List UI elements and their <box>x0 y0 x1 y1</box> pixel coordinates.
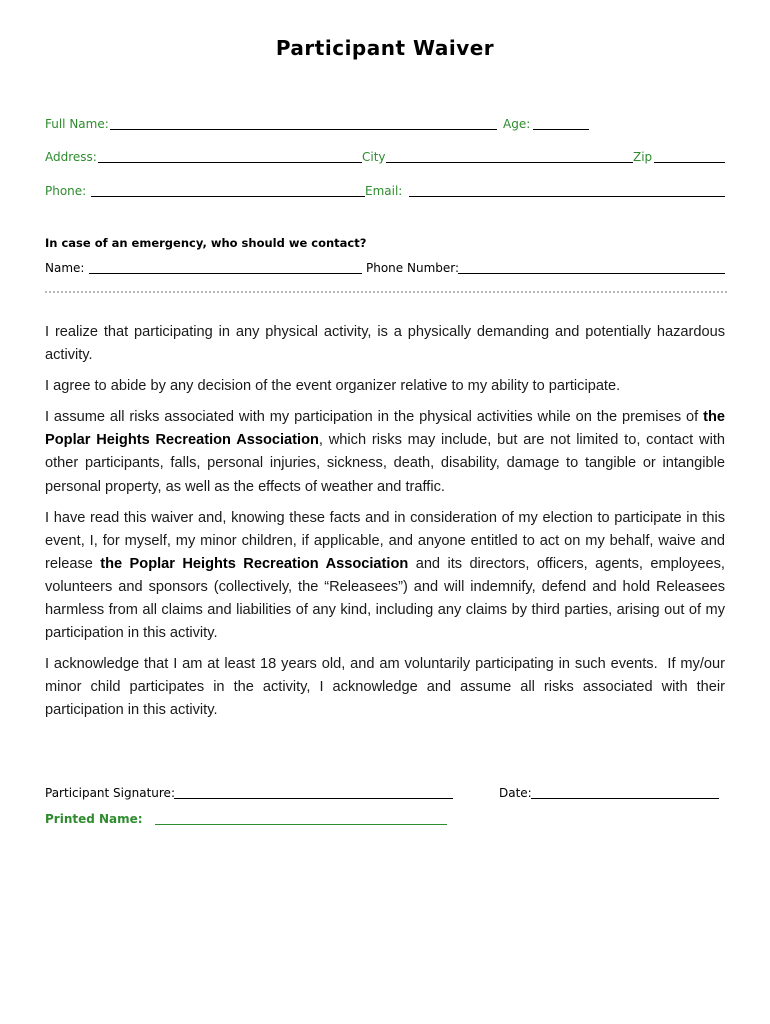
paragraph-text: and its directors, officers, agents, employees, volunteers and sponsors (collectively, the “Releasees”) and will indemnify, defend and hold Releasees harmless from all claims and liabilities of any kind, including any claims by third parties, arising out of my participation in this activity. <box>45 555 725 642</box>
section-divider <box>45 291 727 293</box>
page-title: Participant Waiver <box>275 36 495 60</box>
participant-signature-label: Participant Signature: <box>45 786 175 800</box>
waiver-paragraph <box>45 507 725 646</box>
waiver-paragraph: I agree to abide by any decision of the event organizer relative to my ability to participate. <box>45 378 621 395</box>
city-field[interactable] <box>386 162 633 163</box>
zip-field[interactable] <box>654 162 725 163</box>
address-label: Address: <box>45 150 97 164</box>
date-field[interactable] <box>531 798 719 799</box>
date-label: Date: <box>499 786 532 800</box>
emergency-phone-field[interactable] <box>458 273 725 274</box>
city-label: City <box>362 150 386 164</box>
full-name-label: Full Name: <box>45 117 109 131</box>
zip-label: Zip <box>633 150 653 164</box>
age-label: Age: <box>503 117 531 131</box>
emergency-phone-label: Phone Number: <box>366 261 460 275</box>
paragraph-text: I assume all risks associated with my participation in the physical activities while on the premises of <box>45 409 704 426</box>
phone-label: Phone: <box>45 184 87 198</box>
phone-field[interactable] <box>91 196 365 197</box>
emergency-name-label: Name: <box>45 261 85 275</box>
paragraph-text: I have read this waiver and, knowing these facts and in consideration of my election to participate in this event, I, for myself, my minor children, if applicable, and anyone entitled to act on my behalf, waive and release <box>45 509 725 572</box>
waiver-paragraph: I realize that participating in any physical activity, is a physically demanding and potentially hazardous activity. <box>45 324 725 364</box>
printed-name-label: Printed Name: <box>45 812 143 826</box>
email-field[interactable] <box>409 196 725 197</box>
paragraph-text: , which risks may include, but are not limited to, contact with other participants, falls, personal injuries, sickness, death, disability, damage to tangible or intangible personal property, as well as the effects of weather and traffic. <box>45 432 725 495</box>
participant-signature-field[interactable] <box>174 798 453 799</box>
email-label: Email: <box>365 184 403 198</box>
waiver-paragraph: I acknowledge that I am at least 18 years old, and am voluntarily participating in such events. If my/our minor child participates in the activity, I acknowledge and assume all risks associated with their participation in this activity. <box>45 656 730 719</box>
waiver-paragraph <box>45 406 725 498</box>
organization-name: the Poplar Heights Recreation Association <box>100 555 409 572</box>
address-field[interactable] <box>98 162 362 163</box>
emergency-name-field[interactable] <box>89 273 362 274</box>
organization-name: the Poplar Heights Recreation Association <box>45 409 725 449</box>
emergency-question: In case of an emergency, who should we contact? <box>45 236 367 250</box>
printed-name-field[interactable] <box>155 824 447 825</box>
waiver-body <box>45 321 730 731</box>
full-name-field[interactable] <box>110 129 497 130</box>
age-field[interactable] <box>533 129 589 130</box>
